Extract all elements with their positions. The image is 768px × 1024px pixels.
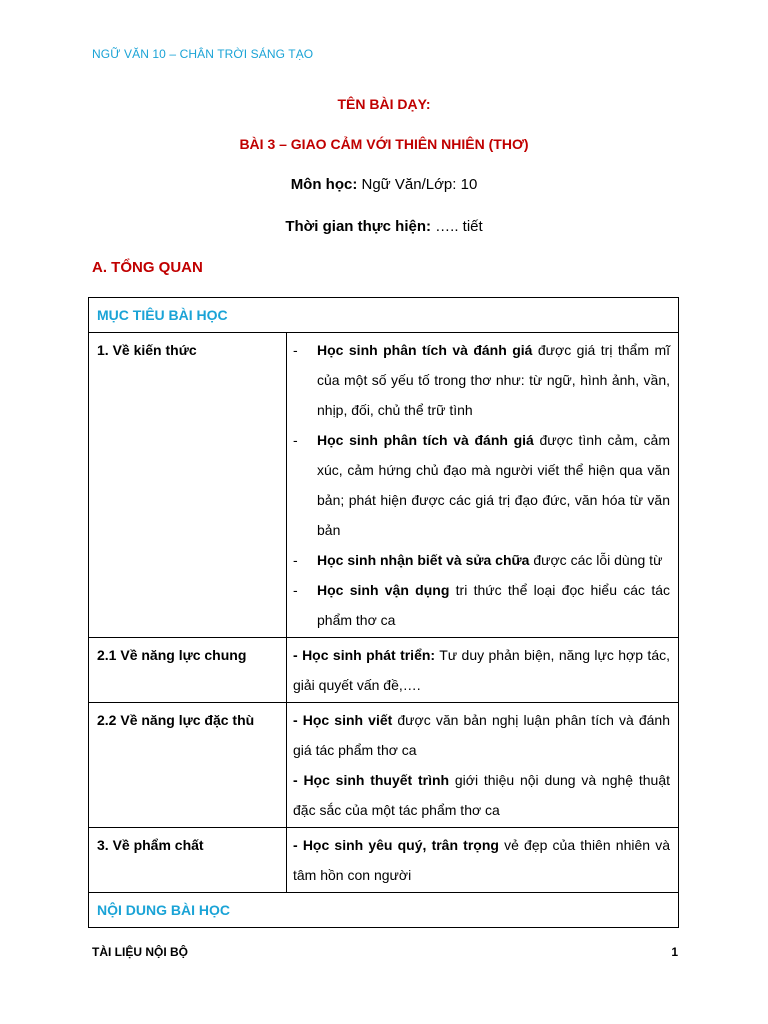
subject-line bbox=[0, 176, 768, 193]
row-content: - Học sinh viết được văn bản nghị luận phân tích và đánh giá tác phẩm thơ ca - Học sinh thuyết trình giới thiệu nội dung và nghệ thuật đặc sắc của một tác phẩm thơ ca bbox=[287, 703, 679, 828]
row-label: 2.1 Về năng lực chung bbox=[89, 638, 287, 703]
table-row bbox=[89, 298, 679, 333]
objectives-band: MỤC TIÊU BÀI HỌC bbox=[89, 298, 679, 333]
row-content bbox=[287, 333, 679, 638]
subject-value: Ngữ Văn/Lớp: 10 bbox=[357, 176, 478, 193]
footer-label: TÀI LIỆU NỘI BỘ bbox=[92, 945, 188, 959]
row-content: - Học sinh phát triển: Tư duy phản biện, năng lực hợp tác, giải quyết vấn đề,…. bbox=[287, 638, 679, 703]
list-item: - Học sinh phân tích và đánh giá được tình cảm, cảm xúc, cảm hứng chủ đạo mà người viết thể hiện qua văn bản; phát hiện được các giá trị đạo đức, văn hóa từ văn bản bbox=[293, 432, 670, 538]
list-item: - Học sinh phân tích và đánh giá được giá trị thẩm mĩ của một số yếu tố trong thơ như: từ ngữ, hình ảnh, vần, nhịp, đối, chủ thể trữ tình bbox=[293, 342, 670, 418]
lesson-title-label: TÊN BÀI DẠY: bbox=[337, 96, 431, 112]
content-band: NỘI DUNG BÀI HỌC bbox=[89, 893, 679, 928]
row-label: 3. Về phẩm chất bbox=[89, 828, 287, 893]
table-row bbox=[89, 828, 679, 893]
time-value: ….. tiết bbox=[431, 218, 483, 235]
row-label: 2.2 Về năng lực đặc thù bbox=[89, 703, 287, 828]
objectives-table bbox=[88, 297, 679, 928]
lesson-title: BÀI 3 – GIAO CẢM VỚI THIÊN NHIÊN (THƠ) bbox=[239, 136, 529, 152]
page-number: 1 bbox=[671, 945, 678, 959]
table-row bbox=[89, 703, 679, 828]
time-label: Thời gian thực hiện: bbox=[285, 218, 431, 235]
table-row bbox=[89, 638, 679, 703]
row-label: 1. Về kiến thức bbox=[89, 333, 287, 638]
list-item: - Học sinh vận dụng tri thức thể loại đọc hiểu các tác phẩm thơ ca bbox=[293, 582, 670, 628]
page-header: NGỮ VĂN 10 – CHÂN TRỜI SÁNG TẠO bbox=[92, 47, 314, 61]
table-row bbox=[89, 893, 679, 928]
subject-label: Môn học: bbox=[290, 176, 358, 193]
table-row bbox=[89, 333, 679, 638]
time-line bbox=[0, 218, 768, 235]
row-content: - Học sinh yêu quý, trân trọng vẻ đẹp của thiên nhiên và tâm hồn con người bbox=[287, 828, 679, 893]
section-heading: A. TỔNG QUAN bbox=[92, 259, 203, 276]
list-item: - Học sinh nhận biết và sửa chữa được các lỗi dùng từ bbox=[293, 552, 663, 568]
